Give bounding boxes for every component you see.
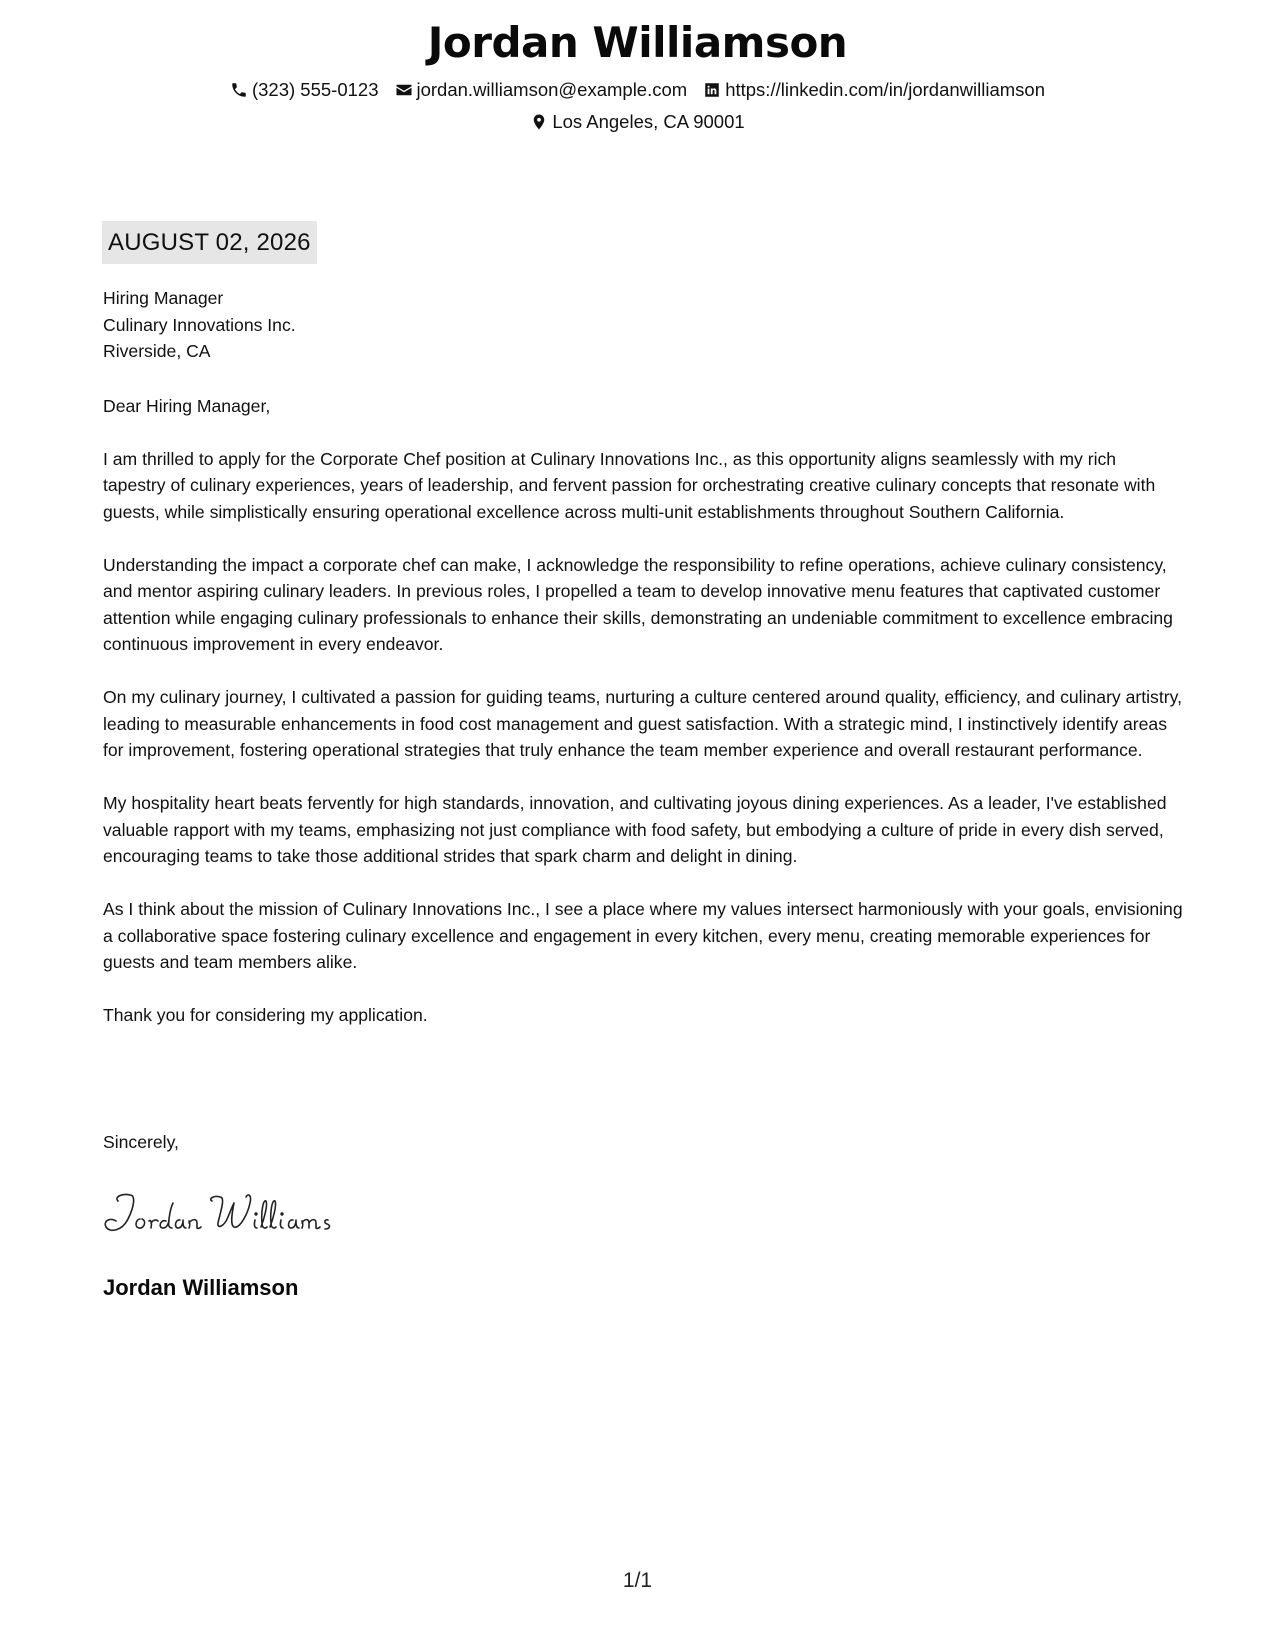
- contact-email[interactable]: [395, 79, 688, 101]
- contact-linkedin[interactable]: [703, 79, 1045, 101]
- map-pin-icon: [530, 113, 548, 131]
- body-paragraph: On my culinary journey, I cultivated a passion for guiding teams, nurturing a culture centered around quality, efficiency, and culinary artistry, leading to measurable enhancements in food cost management and guest satisfaction. With a strategic mind, I instinctively identify areas for improvement, fostering operational strategies that truly enhance the team member experience and overall restaurant performance.: [103, 687, 1182, 760]
- location-row: [0, 111, 1275, 133]
- contact-phone: [230, 79, 379, 101]
- recipient-title: Hiring Manager: [103, 288, 224, 308]
- contact-location: [530, 111, 744, 133]
- closing-line: Thank you for considering my application.: [103, 1005, 428, 1025]
- body-paragraph: I am thrilled to apply for the Corporate Chef position at Culinary Innovations Inc., as this opportunity aligns seamlessly with my rich tapestry of culinary experiences, years of leadership, and fervent passion for orchestrating creative culinary concepts that resonate with guests, while simplistically ensuring operational excellence across multi-unit establishments throughout Southern California.: [103, 448, 1156, 522]
- letter-date: AUGUST 02, 2026: [102, 221, 317, 264]
- body-paragraph: As I think about the mission of Culinary Innovations Inc., I see a place where my values intersect harmoniously with your goals, envisioning a collaborative space fostering culinary excellence and engagement in every kitchen, every menu, creating memorable experiences for guests and team members alike.: [103, 899, 1183, 972]
- handwritten-signature: [100, 1183, 370, 1243]
- candidate-name: Jordan Williamson: [427, 18, 848, 67]
- recipient-location: Riverside, CA: [103, 341, 211, 361]
- recipient-company: Culinary Innovations Inc.: [103, 314, 296, 335]
- location-text: Los Angeles, CA 90001: [552, 111, 745, 132]
- contact-row: [0, 79, 1275, 101]
- page-number: 1/1: [622, 1569, 653, 1592]
- letter-content: [103, 285, 1183, 1029]
- phone-icon: [230, 81, 248, 99]
- phone-text: (323) 555-0123: [251, 79, 379, 100]
- linkedin-link[interactable]: https://linkedin.com/in/jordanwilliamson: [725, 79, 1045, 100]
- recipient-block: [103, 285, 1183, 365]
- salutation: Dear Hiring Manager,: [103, 395, 271, 416]
- signoff: Sincerely,: [103, 1132, 179, 1152]
- body-paragraph: Understanding the impact a corporate chef can make, I acknowledge the responsibility to refine operations, achieve culinary consistency, and mentor aspiring culinary leaders. In previous roles, I propelled a team to develop innovative menu features that captivated customer attention while engaging culinary professionals to enhance their skills, demonstrating an undeniable commitment to excellence embracing continuous improvement in every endeavor.: [103, 554, 1173, 654]
- email-link[interactable]: jordan.williamson@example.com: [416, 79, 688, 100]
- linkedin-icon: [703, 81, 721, 99]
- signature-name: Jordan Williamson: [103, 1275, 299, 1300]
- envelope-icon: [395, 81, 413, 99]
- body-paragraph: My hospitality heart beats fervently for high standards, innovation, and cultivating joyous dining experiences. As a leader, I've established valuable rapport with my teams, emphasizing not just compliance with food safety, but embodying a culture of pride in every dish served, encouraging teams to take those additional strides that spark charm and delight in dining.: [103, 793, 1167, 866]
